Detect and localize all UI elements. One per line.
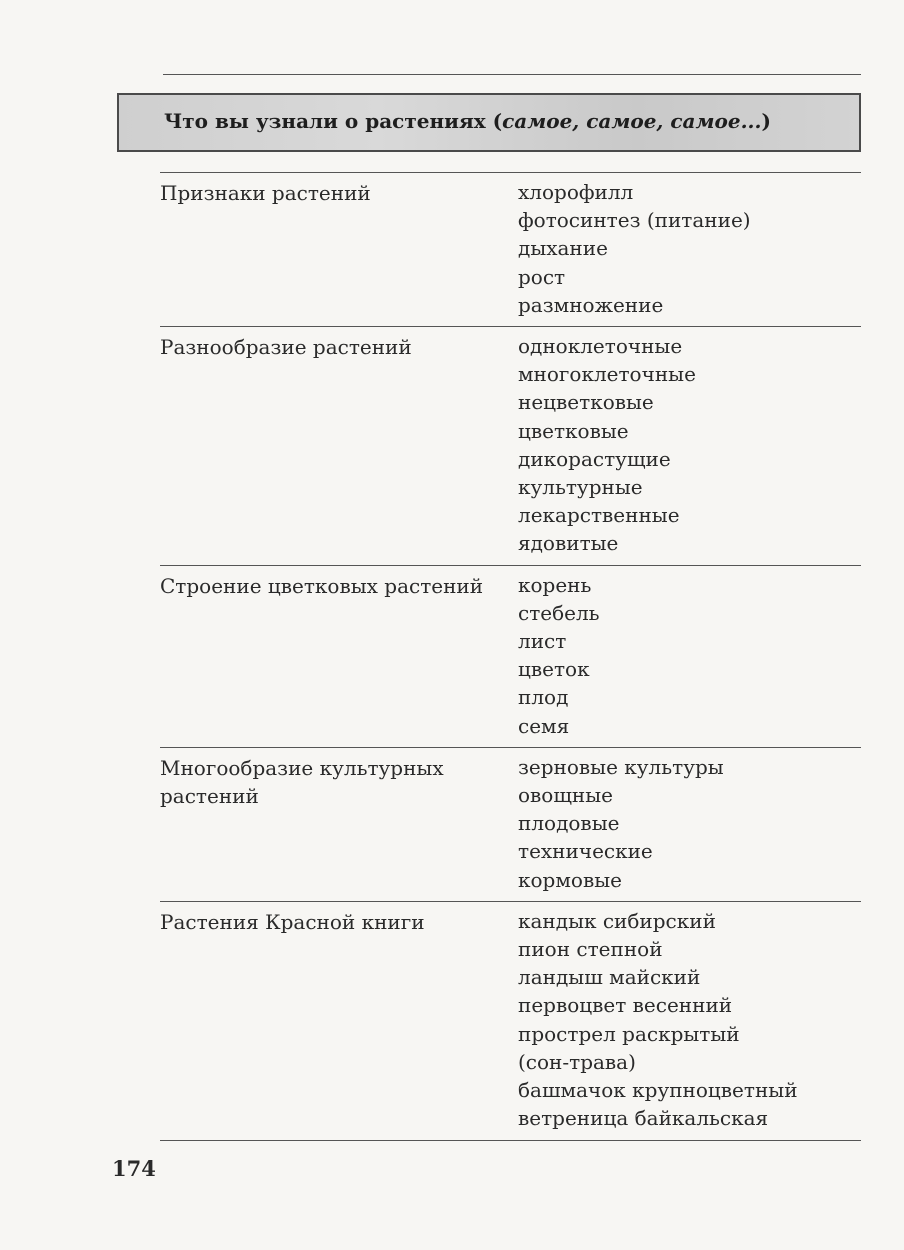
page-number: 174 [112, 1156, 156, 1181]
list-item: плод [518, 685, 569, 710]
row-category: Разнообразие растений [160, 335, 412, 360]
summary-table [160, 172, 861, 1141]
list-item: ветреница байкальская [518, 1106, 769, 1131]
title-end: ) [761, 109, 771, 133]
row-items [518, 332, 861, 558]
row-category: Строение цветковых растений [160, 573, 484, 598]
table-row [160, 566, 861, 748]
list-item: рост [518, 264, 566, 289]
title-box [117, 93, 861, 152]
list-item: ядовитые [518, 531, 619, 556]
list-item: одноклеточные [518, 334, 683, 359]
list-item: первоцвет весенний [518, 993, 733, 1018]
list-item: цветковые [518, 418, 629, 443]
list-item: стебель [518, 600, 600, 625]
list-item: кандык сибирский [518, 908, 716, 933]
list-item: (сон-трава) [518, 1049, 636, 1074]
table-row [160, 748, 861, 902]
list-item: технические [518, 839, 653, 864]
list-item: корень [518, 572, 592, 597]
table-row [160, 173, 861, 327]
list-item: хлорофилл [518, 180, 634, 204]
row-category: Признаки растений [160, 181, 371, 205]
list-item: ландыш майский [518, 965, 701, 990]
row-items [518, 753, 861, 894]
list-item: многоклеточные [518, 362, 696, 387]
list-item: фотосинтез (питание) [518, 208, 751, 233]
list-item: прострел раскрытый [518, 1021, 740, 1046]
row-category: Многообразие культурных растений [160, 755, 444, 809]
list-item: семя [518, 713, 570, 738]
list-item: цветок [518, 657, 590, 682]
list-item: плодовые [518, 811, 620, 836]
table-row [160, 902, 861, 1141]
list-item: размножение [518, 292, 664, 317]
title-italic: самое, самое, самое... [502, 109, 762, 133]
list-item: культурные [518, 475, 643, 500]
list-item: лист [518, 629, 567, 654]
list-item: зерновые культуры [518, 754, 724, 779]
table-row [160, 327, 861, 566]
list-item: башмачок крупноцветный [518, 1078, 798, 1103]
row-items [518, 571, 861, 740]
list-item: дыхание [518, 236, 608, 261]
list-item: овощные [518, 783, 614, 808]
list-item: кормовые [518, 867, 622, 892]
top-rule [163, 74, 861, 75]
page-title [164, 109, 771, 133]
list-item: нецветковые [518, 390, 654, 415]
list-item: лекарственные [518, 503, 680, 528]
row-items [518, 178, 861, 319]
list-item: пион степной [518, 937, 663, 962]
title-main: Что вы узнали о растениях ( [164, 109, 503, 133]
row-items [518, 907, 861, 1133]
list-item: дикорастущие [518, 446, 671, 471]
row-category: Растения Красной книги [160, 909, 425, 934]
